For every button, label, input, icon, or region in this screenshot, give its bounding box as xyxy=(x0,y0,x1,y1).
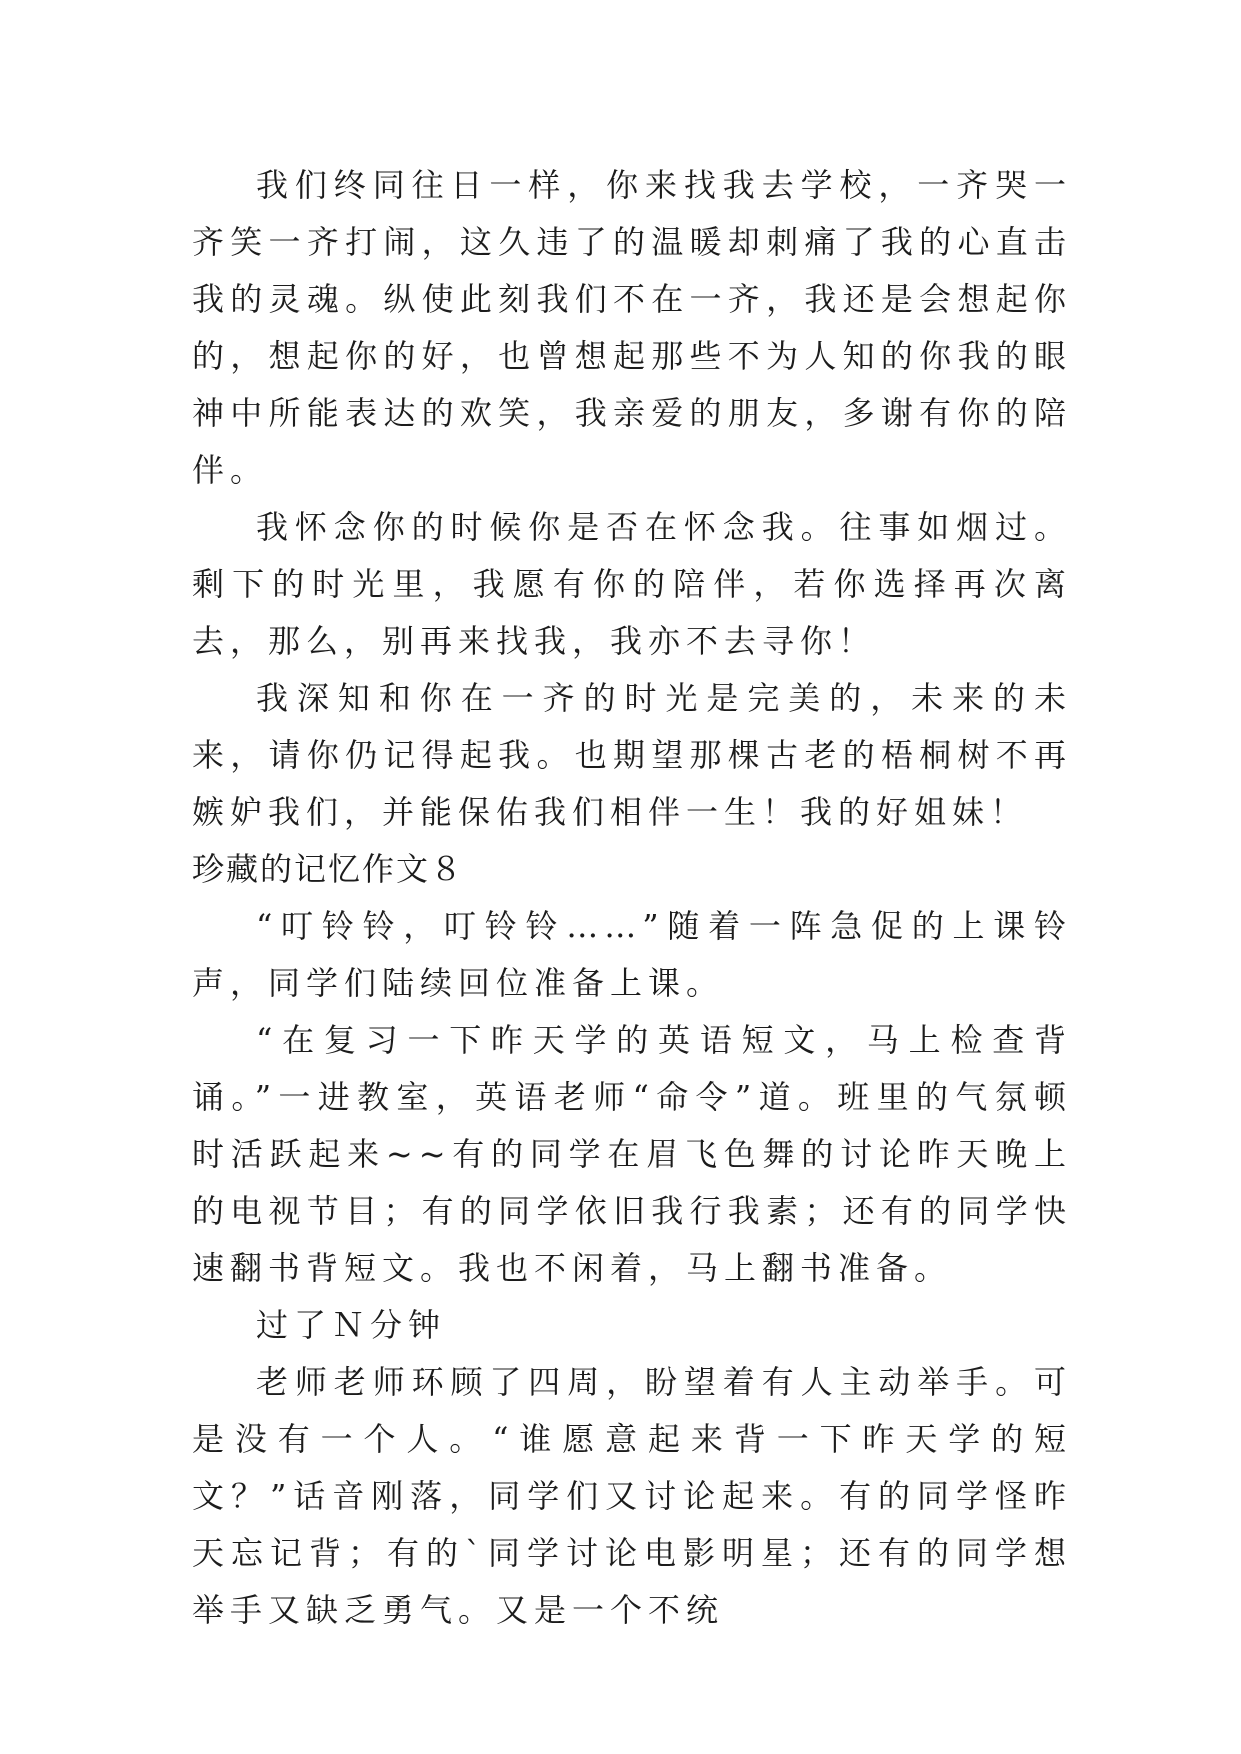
paragraph: 我深知和你在一齐的时光是完美的，未来的未来，请你仍记得起我。也期望那棵古老的梧桐树不再嫉妒我们，并能保佑我们相伴一生！我的好姐妹！ xyxy=(192,679,1072,831)
paragraph: 我怀念你的时候你是否在怀念我。往事如烟过。剩下的时光里，我愿有你的陪伴，若你选择再次离去，那么，别再来找我，我亦不去寻你！ xyxy=(192,508,1072,660)
paragraph: 老师老师环顾了四周，盼望着有人主动举手。可是没有一个人。“谁愿意起来背一下昨天学的短文？”话音刚落，同学们又讨论起来。有的同学怪昨天忘记背；有的`同学讨论电影明星；还有的同学想举手又缺乏勇气。又是一个不统 xyxy=(192,1363,1072,1629)
paragraph: 我们终同往日一样，你来找我去学校，一齐哭一齐笑一齐打闹，这久违了的温暖却刺痛了我的心直击我的灵魂。纵使此刻我们不在一齐，我还是会想起你的，想起你的好，也曾想起那些不为人知的你我的眼神中所能表达的欢笑，我亲爱的朋友，多谢有你的陪伴。 xyxy=(192,166,1072,489)
section-heading: 珍藏的记忆作文８ xyxy=(192,850,465,888)
document-body xyxy=(192,157,1072,1639)
paragraph: “在复习一下昨天学的英语短文，马上检查背诵。”一进教室，英语老师“命令”道。班里的气氛顿时活跃起来~~有的同学在眉飞色舞的讨论昨天晚上的电视节目；有的同学依旧我行我素；还有的同学快速翻书背短文。我也不闲着，马上翻书准备。 xyxy=(192,1021,1072,1287)
paragraph: 过了Ｎ分钟 xyxy=(256,1306,447,1344)
paragraph: “叮铃铃，叮铃铃……”随着一阵急促的上课铃声，同学们陆续回位准备上课。 xyxy=(192,907,1072,1002)
